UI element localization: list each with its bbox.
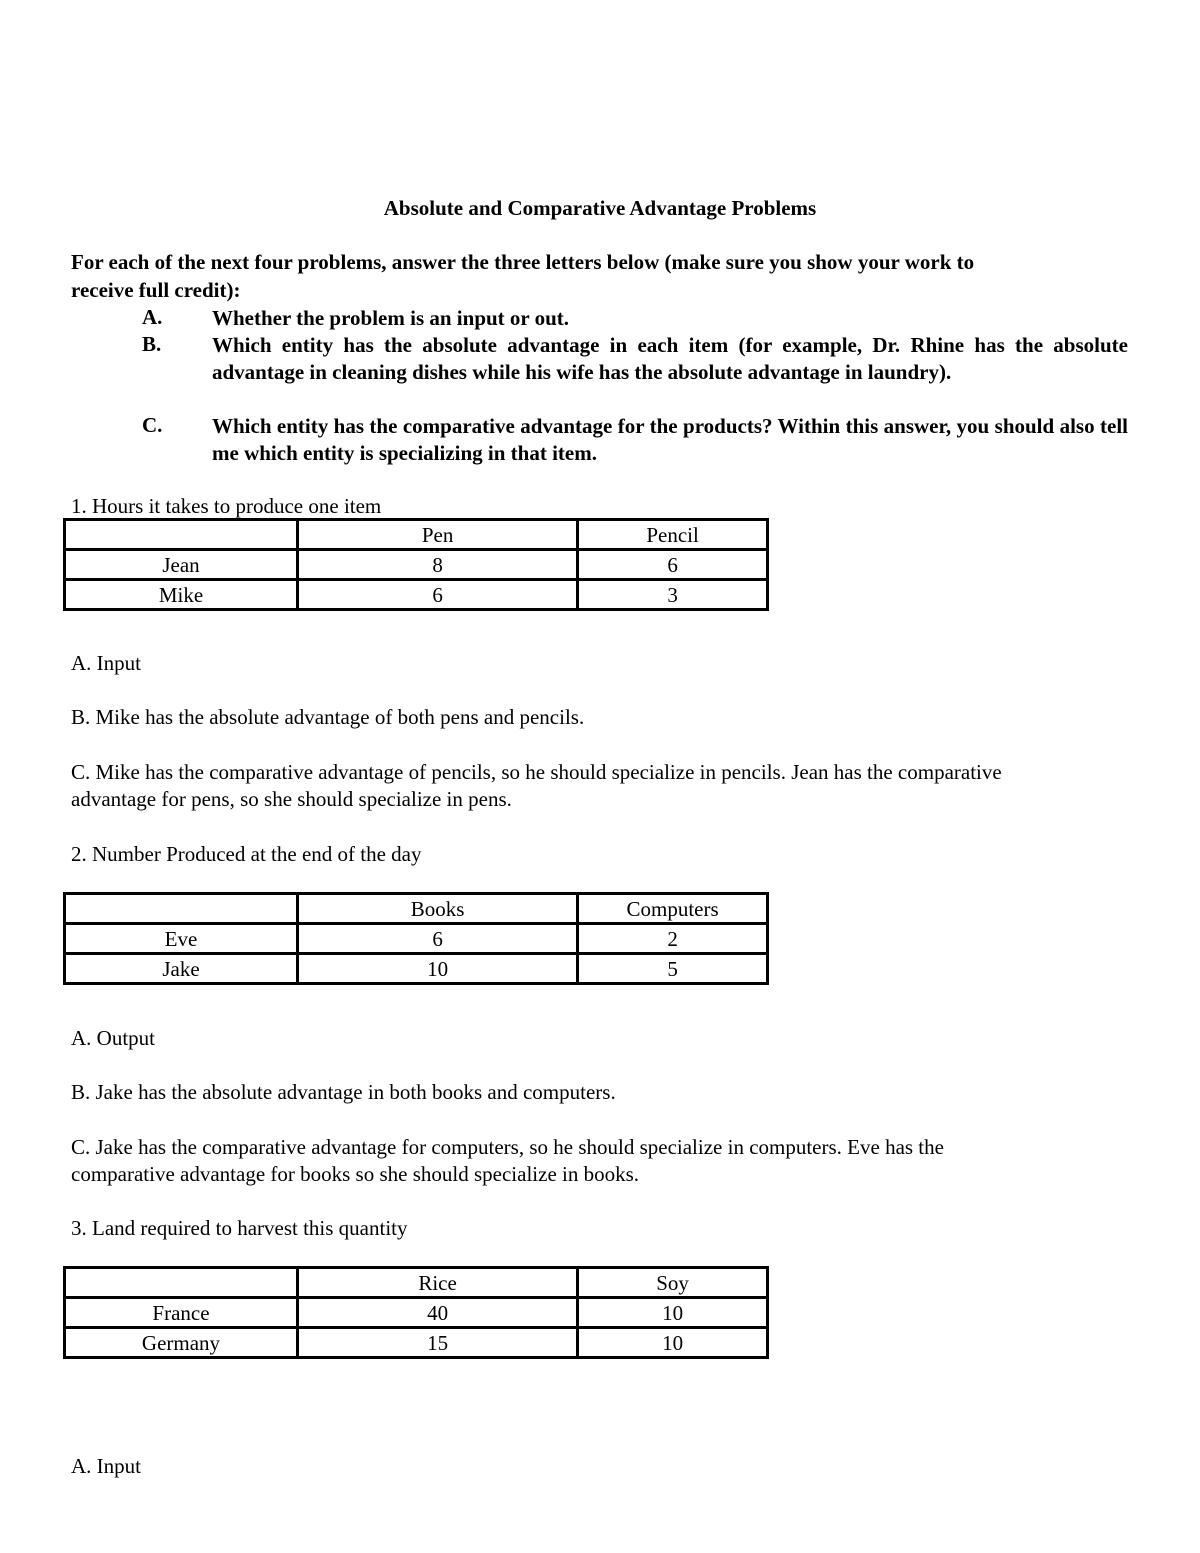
problem-3-answer-a: A. Input bbox=[71, 1454, 141, 1478]
instruction-letter-a: A. bbox=[142, 305, 163, 329]
table-header-row bbox=[65, 520, 768, 550]
table-cell: Jean bbox=[65, 550, 298, 580]
table-cell bbox=[65, 894, 298, 924]
problem-2-answer-c-line-1: C. Jake has the comparative advantage for computers, so he should specialize in computers. Eve has the bbox=[71, 1135, 944, 1159]
table-cell: Eve bbox=[65, 924, 298, 954]
problem-2-table bbox=[63, 892, 769, 985]
problem-1-heading: 1. Hours it takes to produce one item bbox=[71, 494, 382, 518]
table-row bbox=[65, 1298, 768, 1328]
table-cell: 2 bbox=[578, 924, 768, 954]
table-cell: 10 bbox=[578, 1298, 768, 1328]
table-row bbox=[65, 1328, 768, 1358]
table-cell: 6 bbox=[297, 580, 577, 610]
problem-3-heading: 3. Land required to harvest this quantity bbox=[71, 1216, 408, 1240]
table-cell: 6 bbox=[297, 924, 577, 954]
table-cell: France bbox=[65, 1298, 298, 1328]
instructions-line-2: receive full credit): bbox=[71, 278, 241, 302]
table-cell: 8 bbox=[297, 550, 577, 580]
problem-1-answer-c-line-2: advantage for pens, so she should specialize in pens. bbox=[71, 787, 512, 811]
table-row bbox=[65, 580, 768, 610]
table-cell: Germany bbox=[65, 1328, 298, 1358]
table-cell: Computers bbox=[578, 894, 768, 924]
table-cell: 6 bbox=[578, 550, 768, 580]
table-cell: 10 bbox=[578, 1328, 768, 1358]
table-cell bbox=[65, 1268, 298, 1298]
table-cell: 5 bbox=[578, 954, 768, 984]
table-cell: Books bbox=[297, 894, 577, 924]
table-cell: 40 bbox=[297, 1298, 577, 1328]
table-header-row bbox=[65, 894, 768, 924]
table-header-row bbox=[65, 1268, 768, 1298]
table-cell: Pencil bbox=[578, 520, 768, 550]
instruction-text-b: Which entity has the absolute advantage in each item (for example, Dr. Rhine has the absolute advantage in cleaning dishes while his wife has the absolute advantage in laundry). bbox=[212, 333, 1128, 385]
table-cell bbox=[65, 520, 298, 550]
problem-1-table bbox=[63, 518, 769, 611]
instruction-letter-b: B. bbox=[142, 332, 162, 356]
table-cell: Rice bbox=[297, 1268, 577, 1298]
instruction-text-a: Whether the problem is an input or out. bbox=[212, 306, 570, 330]
table-cell: Jake bbox=[65, 954, 298, 984]
table-cell: 3 bbox=[578, 580, 768, 610]
problem-1-answer-c-line-1: C. Mike has the comparative advantage of pencils, so he should specialize in pencils. Jean has the comparative bbox=[71, 760, 1002, 784]
instruction-text-c: Which entity has the comparative advantage for the products? Within this answer, you should also tell me which entity is specializing in that item. bbox=[212, 414, 1128, 466]
instructions-line-1: For each of the next four problems, answer the three letters below (make sure you show your work to bbox=[71, 250, 975, 274]
table-cell: Pen bbox=[297, 520, 577, 550]
problem-1-answer-a: A. Input bbox=[71, 651, 141, 675]
table-cell: Mike bbox=[65, 580, 298, 610]
table-cell: Soy bbox=[578, 1268, 768, 1298]
problem-1-answer-b: B. Mike has the absolute advantage of both pens and pencils. bbox=[71, 705, 585, 729]
problem-2-answer-a: A. Output bbox=[71, 1026, 155, 1050]
table-row bbox=[65, 924, 768, 954]
problem-2-heading: 2. Number Produced at the end of the day bbox=[71, 842, 422, 866]
table-cell: 15 bbox=[297, 1328, 577, 1358]
problem-2-answer-b: B. Jake has the absolute advantage in both books and computers. bbox=[71, 1080, 616, 1104]
problem-3-table bbox=[63, 1266, 769, 1359]
problem-2-answer-c-line-2: comparative advantage for books so she should specialize in books. bbox=[71, 1162, 640, 1186]
table-row bbox=[65, 550, 768, 580]
table-row bbox=[65, 954, 768, 984]
page-title: Absolute and Comparative Advantage Problems bbox=[383, 196, 817, 220]
table-cell: 10 bbox=[297, 954, 577, 984]
instruction-letter-c: C. bbox=[142, 413, 163, 437]
